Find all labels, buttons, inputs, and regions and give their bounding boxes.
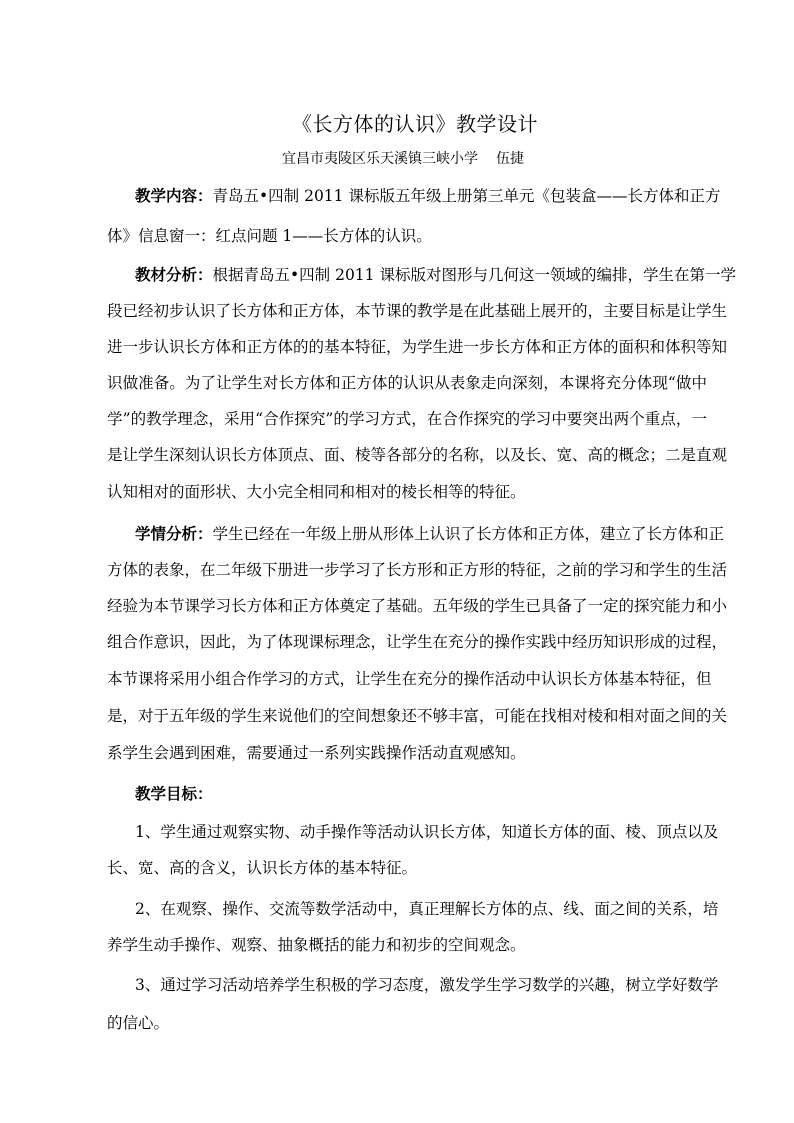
students-paragraph-line: 组合作意识，因此，为了体现课标理念，让学生在充分的操作实践中经历知识形成的过程， xyxy=(107,633,728,651)
students-paragraph-line xyxy=(107,522,725,544)
content-label: 教学内容： xyxy=(135,186,213,205)
students-paragraph-line: 方体的表象，在二年级下册进一步学习了长方形和正方形的特征，之前的学习和学生的生活 xyxy=(107,561,728,579)
goals-label: 教学目标： xyxy=(135,784,213,803)
students-paragraph-line: 系学生会遇到困难，需要通过一系列实践操作活动直观感知。 xyxy=(107,744,526,762)
material-paragraph-line: 段已经初步认识了长方体和正方体，本节课的教学是在此基础上展开的，主要目标是让学生 xyxy=(107,302,728,320)
material-paragraph-line: 进一步认识长方体和正方体的的基本特征，为学生进一步长方体和正方体的面积和体积等知 xyxy=(107,338,728,356)
goal-item-line: 养学生动手操作、观察、抽象概括的能力和初步的空间观念。 xyxy=(107,936,526,954)
author-school: 宜昌市夷陵区乐天溪镇三峡小学 xyxy=(282,151,478,167)
material-text: 根据青岛五•四制 2011 课标版对图形与几何这一领域的编排，学生在第一学 xyxy=(212,266,736,284)
students-label: 学情分析： xyxy=(135,524,213,543)
students-paragraph-line: 经验为本节课学习长方体和正方体奠定了基础。五年级的学生已具备了一定的探究能力和小 xyxy=(107,597,728,615)
goal-item-line: 1、学生通过观察实物、动手操作等活动认识长方体，知道长方体的面、棱、顶点以及 xyxy=(135,823,719,841)
content-paragraph-line: 体》信息窗一：红点问题 1——长方体的认识。 xyxy=(107,227,432,245)
content-text: 青岛五•四制 2011 课标版五年级上册第三单元《包装盒——长方体和正方 xyxy=(212,187,721,205)
goal-item-line: 2、在观察、操作、交流等数学活动中，真正理解长方体的点、线、面之间的关系，培 xyxy=(135,900,719,918)
students-paragraph-line: 本节课将采用小组合作学习的方式，让学生在充分的操作活动中认识长方体基本特征，但 xyxy=(107,670,712,688)
goal-item-line: 3、通过学习活动培养学生积极的学习态度，激发学生学习数学的兴趣，树立学好数学 xyxy=(135,976,719,994)
material-paragraph-line: 学”的教学理念，采用“合作探究”的学习方式，在合作探究的学习中要突出两个重点，一 xyxy=(107,410,707,428)
author-name: 伍捷 xyxy=(496,151,524,167)
goal-item-line: 长、宽、高的含义，认识长方体的基本特征。 xyxy=(107,859,418,877)
students-text: 学生已经在一年级上册从形体上认识了长方体和正方体，建立了长方体和正 xyxy=(212,525,725,543)
document-title: 《长方体的认识》教学设计 xyxy=(292,112,538,136)
goal-item-line: 的信心。 xyxy=(107,1014,170,1032)
content-paragraph-line xyxy=(107,184,721,206)
material-paragraph-line xyxy=(107,263,736,285)
students-paragraph-line: 是，对于五年级的学生来说他们的空间想象还不够丰富，可能在找相对棱和相对面之间的关 xyxy=(107,707,728,725)
material-paragraph-line: 是让学生深刻认识长方体顶点、面、棱等各部分的名称，以及长、宽、高的概念；二是直观 xyxy=(107,446,728,464)
author-line xyxy=(282,148,524,168)
material-label: 教材分析： xyxy=(135,265,213,284)
material-paragraph-line: 识做准备。为了让学生对长方体和正方体的认识从表象走向深刻，本课将充分体现“做中 xyxy=(107,374,707,392)
material-paragraph-line: 认知相对的面形状、大小完全相同和相对的棱长相等的特征。 xyxy=(107,483,526,501)
goals-heading xyxy=(107,782,707,804)
